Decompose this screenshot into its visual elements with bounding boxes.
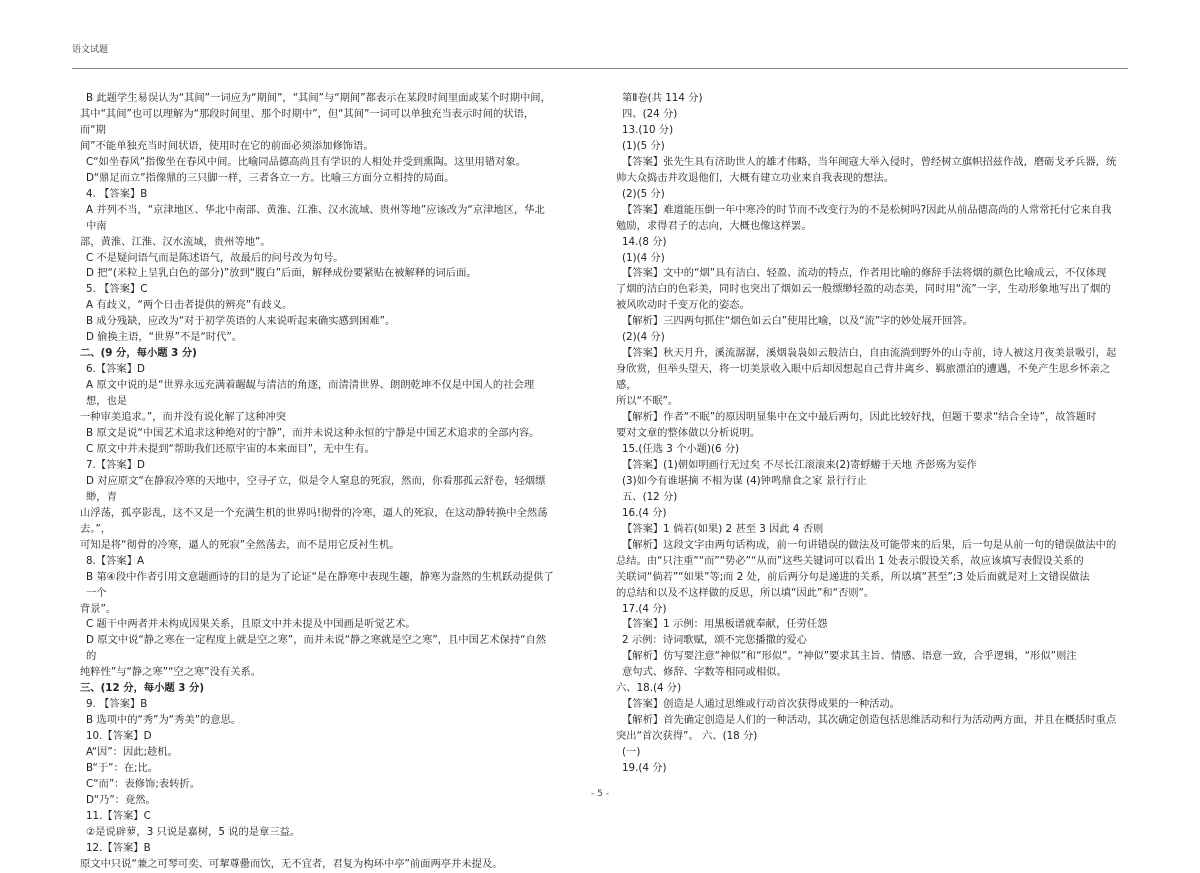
text-line: 11.【答案】C <box>86 809 151 822</box>
text-line: 5. 【答案】C <box>86 283 148 296</box>
text-line: D“乃”：竟然。 <box>86 793 156 806</box>
text-line: 其中“其间”也可以理解为“那段时间里、那个时期中”，但“其间”一词可以单独充当表示时间的状语，而“期 <box>80 107 535 136</box>
text-line: 12.【答案】B <box>86 841 151 854</box>
text-line: 意句式、修辞、字数等相同或相似。 <box>622 666 787 679</box>
text-line: 一种审美追求。”，而并没有说化解了这种冲突 <box>80 411 287 424</box>
left-column <box>80 91 554 873</box>
text-line: 【答案】1 示例：用黑板谱就奉献，任劳任怨 <box>622 618 828 631</box>
text-line: 突出“首次获得”。 六、(18 分) <box>616 730 758 743</box>
text-line: 19.(4 分) <box>622 762 667 775</box>
header-divider <box>72 68 1128 69</box>
text-line: 14.(8 分) <box>622 235 667 248</box>
text-line: 四、(24 分) <box>622 107 678 120</box>
text-line: (1)(5 分) <box>622 139 665 152</box>
text-line: 【解析】首先确定创造是人们的一种活动，其次确定创造包括思维活动和行为活动两方面，并且在概括时重点 <box>622 714 1117 727</box>
text-line: 可知是将“彻骨的冷寒，逼人的死寂”全然荡去，而不是用它反衬生机。 <box>80 538 400 551</box>
text-line: 7.【答案】D <box>86 458 145 471</box>
text-line: 【答案】张先生具有济助世人的雄才伟略，当年闽寇大举入侵时，曾经树立旗帜招兹作战，磨砺戈矛兵器，统 <box>622 155 1117 168</box>
text-line: (2)(5 分) <box>622 187 665 200</box>
text-line: 8.【答案】A <box>86 554 145 567</box>
text-line: C“而”：表修饰;表转折。 <box>86 777 200 790</box>
text-line: 6.【答案】D <box>86 363 145 376</box>
text-line: A 有歧义，“两个日击者提供的辨亮”有歧义。 <box>86 299 293 312</box>
text-line: 【答案】创造是人通过思维或行动首次获得成果的一种活动。 <box>622 698 901 711</box>
text-line: 【解析】作者“不眠”的原因明显集中在文中最后两句，因此比较好找，但题干要求“结合全诗”，故答题时 <box>622 411 1097 424</box>
text-line: 山浮荡，孤亭影乱，这不又是一个充满生机的世界吗!彻骨的冷寒，逼人的死寂，在这动静转换中全然荡去。”， <box>80 506 548 535</box>
text-line: A 原文中说的是“世界永远充满着龌龊与清洁的角逐，而清清世界、朗朗乾坤不仅是中国人的社会理想，也是 <box>86 379 535 408</box>
text-line: 五、(12 分) <box>622 490 678 503</box>
text-line: (1)(4 分) <box>622 251 665 264</box>
text-line: (2)(4 分) <box>622 331 665 344</box>
text-line: 第Ⅱ卷(共 114 分) <box>622 92 703 104</box>
text-line: B“于”：在;比。 <box>86 762 159 775</box>
text-line: 【答案】秋天月升，溪流潺潺，溪烟袅袅如云般洁白，自由流淌到野外的山寺前，诗人被这月夜美景吸引，起 <box>622 347 1117 360</box>
text-line: 身欣赏，但举头望天，将一切美景收入眼中后却因想起自己背井离乡、羁旅漂泊的遭遇，不免产生思乡怀亲之感， <box>616 363 1111 392</box>
text-line: 15.(任选 3 个小题)(6 分) <box>622 442 740 455</box>
text-line: 纯粹性”与“静之寒”“空之寒”没有关系。 <box>80 666 262 679</box>
text-line: C 不是疑问语气而是陈述语气，故最后的问号改为句号。 <box>86 251 344 264</box>
text-line: 10.【答案】D <box>86 730 152 743</box>
text-line: 了烟的洁白的色彩美，同时也突出了烟如云一般缥缈轻盈的动态美，同时用“流”一字，生动形象地写出了烟的 <box>616 283 1111 296</box>
text-line: D 对应原文“在静寂冷寒的天地中，空寻孑立，似是令人窒息的死寂，然而，你看那孤云舒卷，轻烟缥缈，青 <box>86 474 546 503</box>
text-line: 16.(4 分) <box>622 506 667 519</box>
text-line: D“鼎足而立”指像鼎的三只脚一样，三者各立一方。比喻三方面分立相持的局面。 <box>86 171 455 184</box>
text-line: C 原文中并未提到“帮助我们还原宇宙的本来面目”，无中生有。 <box>86 442 375 455</box>
text-line: B 成分残缺，应改为“对于初学英语的人来说听起来确实感到困难”。 <box>86 315 396 328</box>
text-line: 的总结和以及不这样做的反思，所以填“因此”和“否则”。 <box>616 586 875 599</box>
text-line: 六、18.(4 分) <box>616 682 682 695</box>
text-line: 部，黄淮、江淮、汉水流域，贵州等地”。 <box>80 235 271 248</box>
text-line: 总结。由“只注重”“而”“势必”“从而”这些关键词可以看出 1 处表示假设关系，故应该填写表假设关系的 <box>616 554 1084 567</box>
text-line: 4. 【答案】B <box>86 187 148 200</box>
text-line: 被风吹动时千变万化的姿态。 <box>616 299 750 312</box>
text-line: 三、(12 分，每小题 3 分) <box>80 682 205 695</box>
text-line: 【答案】难道能压倒一年中寒冷的时节而不改变行为的不是松树吗?因此从前品德高尚的人常常托付它来自我 <box>622 203 1112 216</box>
text-line: 帅大众捣击并攻退他们，大概有建立功业来自我表现的想法。 <box>616 171 895 184</box>
text-line: 9. 【答案】B <box>86 698 148 711</box>
right-column <box>616 91 1128 777</box>
text-line: 原文中只说“兼之可琴可奕、可挈尊罍而饮，无不宜者，君复为构环中亭”前面两亭并未提及。 <box>80 857 503 870</box>
text-line: B 选项中的“秀”为“秀美”的意思。 <box>86 714 242 727</box>
text-line: B 原文是说“中国艺术追求这种绝对的宁静”，而并未说这种永恒的宁静是中国艺术追求的全部内容。 <box>86 427 540 440</box>
text-line: B 第④段中作者引用文意题画诗的目的是为了论证“是在静寒中表现生趣，静寒为盎然的生机跃动提供了一个 <box>86 570 554 599</box>
text-line: A 并列不当，“京津地区、华北中南部、黄淮、江淮、汉水流域、贵州等地”应该改为“京津地区，华北中南 <box>86 203 545 232</box>
text-line: (一) <box>622 746 641 759</box>
text-line: 勉励，求得君子的志向，大概也像这样罢。 <box>616 219 812 232</box>
text-line: D 偷换主语，“世界”不是“时代”。 <box>86 331 243 344</box>
text-line: B 此题学生易误认为“其间”一词应为“期间”，“其间”与“期间”都表示在某段时间里面或某个时期中间， <box>86 92 551 104</box>
text-line: 【答案】文中的“烟”具有洁白、轻盈、流动的特点，作者用比喻的修辞手法将烟的颜色比喻成云，不仅体现 <box>622 267 1107 280</box>
text-line: C“如坐春风”指像坐在春风中间。比喻同品德高尚且有学识的人相处并受到熏陶。这里用错对象。 <box>86 155 527 168</box>
page-number: - 5 - <box>591 789 609 799</box>
text-line: 【答案】(1)朝如明画行无过矣 不尽长江滚滚来(2)寄蜉蝣于天地 齐彭殇为妄作 <box>622 458 977 471</box>
text-line: C 题干中两者并未构成因果关系，且原文中并未提及中国画是听觉艺术。 <box>86 618 416 631</box>
text-line: 【解析】仿写要注意“神似”和“形似”。“神似”要求其主旨、情感、语意一致，合乎逻辑，“形似”则注 <box>622 650 1077 663</box>
text-line: 要对文章的整体做以分析说明。 <box>616 427 761 440</box>
text-line: D 把“(米粒上呈乳白色的部分)”放到“腹白”后面，解释成份要紧贴在被解释的词后面。 <box>86 267 477 280</box>
text-line: 二、(9 分，每小题 3 分) <box>80 347 197 360</box>
text-line: 关联词“倘若”“如果”等;而 2 处，前后两分句是递进的关系，所以填“甚至”;3 处后面就是对上文错误做法 <box>616 570 1090 583</box>
text-line: A“因”：因此;趁机。 <box>86 746 178 759</box>
text-line: 【解析】这段文字由两句话构成，前一句讲错误的做法及可能带来的后果，后一句是从前一句的错误做法中的 <box>622 538 1117 551</box>
page-header: 语文试题 <box>72 45 109 55</box>
text-line: 【解析】三四两句抓住“烟色如云白”使用比喻，以及“流”字的妙处展开回答。 <box>622 315 973 328</box>
text-line: 所以“不眠”。 <box>616 395 679 408</box>
text-line: 背景”。 <box>80 602 117 615</box>
text-line: (3)如今有谁堪摘 不相为谋 (4)钟鸣鼎食之家 景行行止 <box>622 474 867 487</box>
text-line: D 原文中说“静之寒在一定程度上就是空之寒”，而并未说“静之寒就是空之寒”，且中国艺术保持“自然的 <box>86 634 547 663</box>
text-line: 2 示例：诗词歌赋，颂不完您播撒的爱心 <box>622 634 807 647</box>
text-line: ②是说辟萝，3 只说是嘉树，5 说的是章三益。 <box>86 825 301 838</box>
text-line: 间”不能单独充当时间状语，使用时在它的前面必须添加修饰语。 <box>80 139 374 152</box>
text-line: 13.(10 分) <box>622 123 674 136</box>
text-line: 【答案】1 倘若(如果) 2 甚至 3 因此 4 否则 <box>622 522 824 535</box>
text-line: 17.(4 分) <box>622 602 667 615</box>
